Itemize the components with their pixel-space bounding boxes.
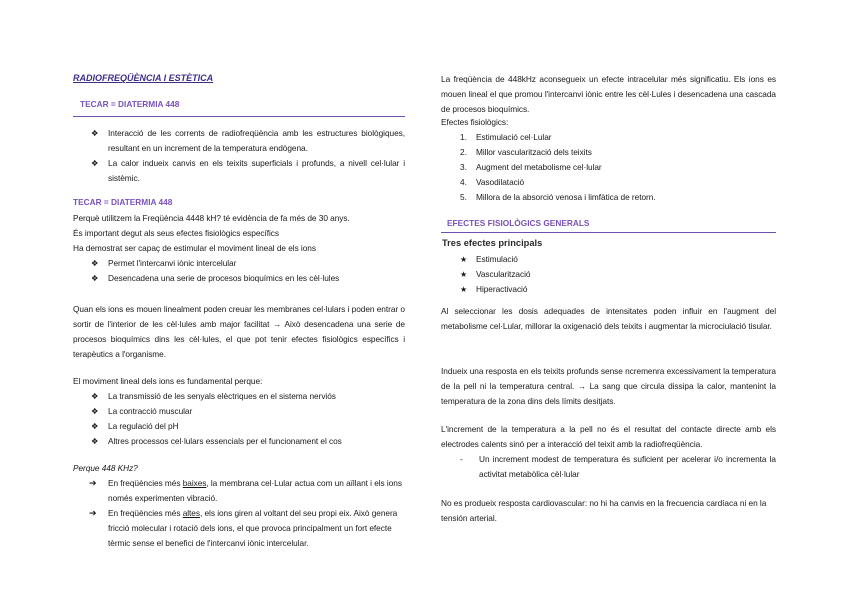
paragraph-ions: Quan els ions es mouen linealment poden creuar les membranes cel·lulars i poden entrar o sortir de l'interior de les cèl·lules amb major facilitat → Això desencadena una serie de procesos bioquímics dins les cèl·lules, el que pot tenir efectes fisiològics específics i terapèutics a l'organisme. [73,304,405,359]
diamond-bullet-icon: ❖ [91,421,99,431]
heading-rule [441,232,776,233]
list-item: - Un increment modest de temperatura és suficient per acelerar i/o incrementa la activitat metabòlica cèl·lular [460,454,776,479]
star-bullet-icon: ★ [460,270,468,279]
dash-list [441,452,776,482]
section-heading-tecar-2: TECAR = DIATERMIA 448 [73,197,173,207]
efectes-section [441,115,776,205]
star-bullet-icon: ★ [460,285,468,294]
list-item: ❖ Permet l'intercanvi iònic intercelular [73,256,405,271]
list-item: ➔ En freqüències més baixes, la membrana cel·Lular actua com un aïllant i els ions només experimenten vibració. [89,478,402,503]
efectes-label: Efectes fisiològics: [441,117,509,127]
bullet-list-intro [73,126,405,186]
arrow-right-icon: ➔ [89,478,97,488]
perque-heading: Perque 448 KHz? [73,463,138,473]
diamond-bullet-icon: ❖ [91,391,99,401]
section-heading-tecar: TECAR = DIATERMIA 448 [80,99,180,109]
paragraph: Perquè utilitzem la Freqüència 4448 kH? té evidència de fa més de 30 anys. [73,213,350,223]
list-item: ❖ La calor indueix canvis en els teixits superficials i profunds, a nivell cel·lular i sistèmic. [91,158,405,183]
list-item: ❖ La contracció muscular [73,404,405,419]
list-item: ❖ Altres processos cel·lulars essencials per el funcionament el cos [73,434,405,449]
page-title: RADIOFREQÜÈNCIA I ESTÈTICA [73,73,214,83]
arrow-right-icon: ➔ [89,508,97,518]
paragraph-increment: L'increment de la temperatura a la pell no és el resultat del contacte directe amb els electrodes calents sinó per a interacció del teixit amb la radiofreqüència. [441,424,776,449]
diamond-bullet-icon: ❖ [91,436,99,446]
star-bullet-icon: ★ [460,255,468,264]
diamond-bullet-icon: ❖ [91,273,99,283]
list-item: 3. Augment del metabolisme cel·lular [460,162,602,172]
list-item: ★ Estimulació [441,252,776,267]
list-item: 2. Millor vascularització dels teixits [460,147,592,157]
arrow-list [73,476,405,551]
paragraph: Ha demostrat ser capaç de estimular el moviment lineal de els ions [73,243,316,253]
list-item: ❖ Interacció de les corrents de radiofreqüència amb les estructures biològiques, resultant en un increment de la temperatura endògena. [91,128,405,153]
diamond-bullet-icon: ❖ [91,406,99,416]
paragraph-dosis: Al seleccionar les dosis adequades de intensitates poden influir en l'augment del metabolisme cel·Lular, millorar la oxigenació dels teixits i augmentar la microciulació tisular. [441,306,776,331]
paragraph-intro: La freqüència de 448kHz aconsegueix un efecte intracelular més significatiu. Els ions es mouen lineal el que promou l'intercanvi iònic entre les cèl·Lules i desencadena una cascada de procesos bioquímics. [441,74,776,114]
paragraph: És important degut als seus efectes fisiològics específics [73,228,280,238]
list-item: ➔ En freqüències més altes, els ions giren al voltant del seu propi eix. Això genera fricció molecular i rotació dels ions, el que provoca principalment un fort efecte tèrmic sense el benefici de l'intercanvi iònic intercelular. [89,508,398,548]
list-item: ❖ La regulació del pH [73,419,405,434]
tres-efectes-label: Tres efectes principals [442,238,543,248]
paragraph-cardio: No es produeix resposta cardiovascular: no hi ha canvis en la frecuencia cardíaca ni en la tensión arterial. [441,498,767,523]
paragraph-indueix: Indueix una resposta en els teixits profunds sense ncremenra excessivament la temperatura de la pell ni la temperatura central. → La sang que circula dissipa la calor, mantenint la temperatura de la zona dins dels límits desitjats. [441,366,776,406]
section-heading-generals: EFECTES FISIOLÒGICS GENERALS [447,218,590,228]
star-list [441,252,776,297]
list-item: ★ Vascularització [441,267,776,282]
list-item: ❖ La transmissió de les senyals elèctriques en el sistema nerviós [73,389,405,404]
list-item: 1. Estimulació cel·Lular [460,132,552,142]
moviment-section [73,374,405,449]
list-item: 5. Millora de la absorció venosa i limfàtica de retorn. [460,192,656,202]
heading-rule [73,116,405,117]
diamond-bullet-icon: ❖ [91,258,99,268]
list-item: ❖ Desencadena una serie de procesos bioquímics en les cèl·lules [73,271,405,286]
diamond-bullet-icon: ❖ [91,158,99,168]
tecar-paragraphs [73,211,405,286]
list-item: 4. Vasodilatació [460,177,525,187]
list-item: ★ Hiperactivació [441,282,776,297]
diamond-bullet-icon: ❖ [91,128,99,138]
paragraph: El moviment lineal dels ions es fundamental perque: [73,376,263,386]
